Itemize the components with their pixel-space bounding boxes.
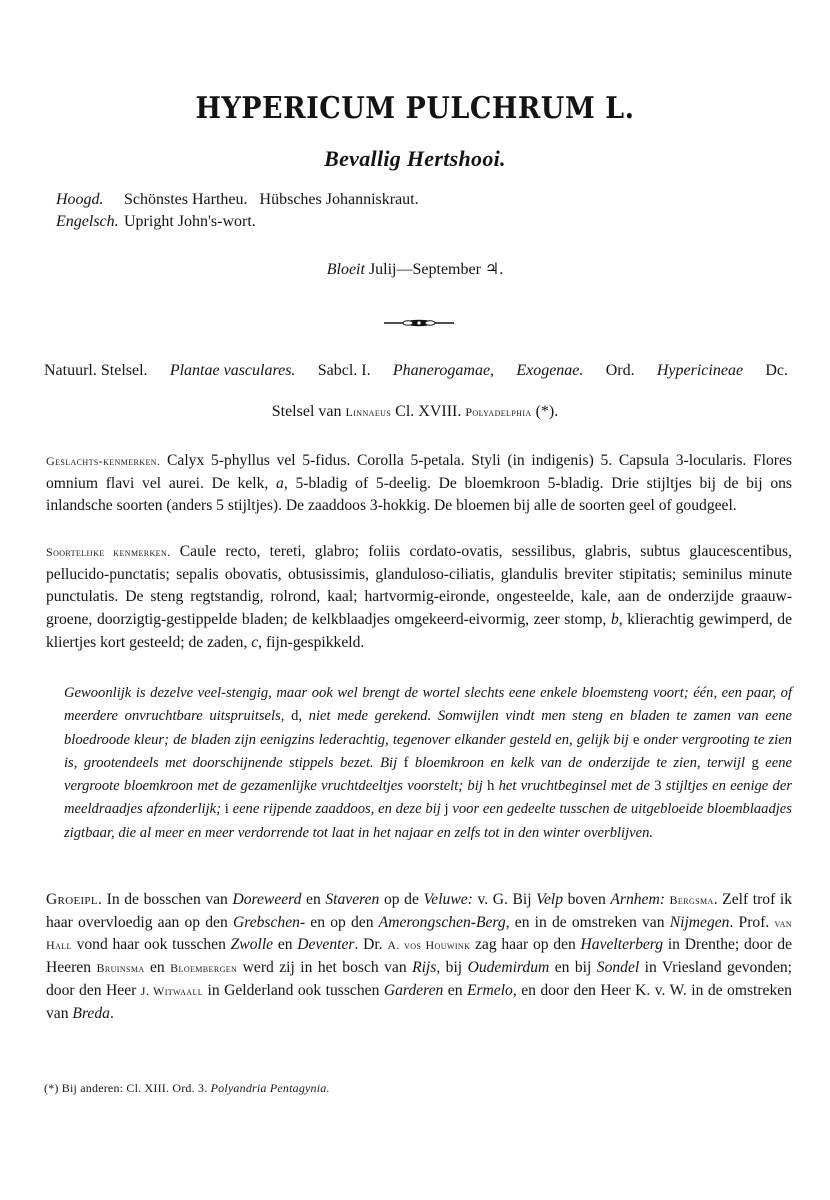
ord-label: Ord. bbox=[605, 362, 635, 379]
text-run: het vruchtbeginsel met de bbox=[494, 778, 655, 795]
natuurl-label: Natuurl. Stelsel. bbox=[44, 362, 148, 379]
text-run: , 5-bladig of 5-deelig. De bloemkroon 5-bladig. Drie stijltjes bij de bij ons inlandsche soorten (anders 5 stijltjes). De zaaddoos 3-hokkig. De bloemen bij alle de soorten geel of goudgeel. bbox=[46, 474, 792, 515]
text-run: e bbox=[632, 731, 640, 748]
text-run: werd zij in het bosch van bbox=[237, 959, 413, 977]
text-run: , en door den Heer K. v. W. in de omstreken van bbox=[46, 981, 792, 1022]
text-run: vond haar ook tusschen bbox=[71, 936, 231, 954]
text-run: 3 bbox=[654, 778, 662, 795]
text-run: Velp bbox=[536, 891, 564, 908]
bloei-label: Bloeit bbox=[326, 261, 365, 278]
text-run: In de bosschen van bbox=[102, 891, 233, 908]
common-names bbox=[56, 189, 419, 233]
text-run: j bbox=[444, 801, 449, 818]
text-run: a bbox=[276, 474, 284, 492]
genus-characteristics-paragraph bbox=[46, 450, 792, 518]
text-run: Groeipl. bbox=[46, 891, 103, 908]
text-run: Zwolle bbox=[230, 936, 274, 954]
text-run: Caule recto, tereti, glabro; foliis cordato-ovatis, sessilibus, glabris, subtus glaucescentibus, pellucido-punctatis; sepalis obovatis, obtusissimis, glanduloso-ciliatis, glandulis breviter stipitatis; seminilus minute punctulatis. De steng regtstandig, rolrond, kaal; hartvormig-eironde, ongesteelde, kale, aan de onderzijde graauw-groene, doorzigtig-gestippelde bladen; de kelkblaadjes omgekeerd-eivormig, zeer stomp, bbox=[46, 543, 792, 629]
text-run: b bbox=[610, 611, 619, 629]
text-run: onder vergrooting te zien is, grootendeels met doorschijnende stippels bezet. Bij bbox=[64, 731, 792, 771]
text-run: bloemkroon en kelk van de onderzijde te zien, terwijl bbox=[408, 754, 752, 771]
text-run: boven bbox=[563, 891, 611, 908]
text-run: . bbox=[109, 1004, 114, 1022]
text-run: en bbox=[301, 891, 326, 908]
text-run: Bruinsma bbox=[96, 961, 145, 976]
text-run: Garderen bbox=[383, 981, 444, 999]
text-run: f bbox=[403, 754, 409, 771]
polyadelphia-text: Polyadelphia bbox=[465, 405, 532, 419]
text-run: g bbox=[751, 754, 759, 771]
text-run: Deventer bbox=[297, 936, 355, 954]
text-run: c bbox=[251, 633, 259, 651]
stelsel-van-text: Stelsel van bbox=[271, 403, 342, 420]
linnaeus-name: Linnaeus bbox=[345, 405, 392, 419]
dc-text: Dc. bbox=[765, 362, 788, 379]
german-names: Schönstes Hartheu. Hübsches Johanniskraut. bbox=[124, 191, 419, 208]
text-run: Veluwe: bbox=[423, 891, 473, 908]
text-run: Sondel bbox=[596, 959, 640, 977]
phanerogamae-text: Phanerogamae, bbox=[392, 362, 495, 379]
footnote bbox=[44, 1081, 330, 1096]
text-run: Doreweerd bbox=[232, 891, 302, 908]
text-run: en op den bbox=[305, 913, 379, 931]
text-run: Ermelo bbox=[466, 981, 513, 999]
text-run: in Gelderland ook tusschen bbox=[203, 981, 384, 999]
text-run: v. G. Bij bbox=[472, 891, 537, 908]
order-name: Hypericineae bbox=[656, 362, 744, 379]
english-names-row bbox=[56, 211, 419, 233]
description-paragraph bbox=[64, 682, 792, 845]
text-run: Breda bbox=[72, 1004, 110, 1022]
text-run: , en in de omstreken van bbox=[505, 913, 670, 931]
text-run: en bbox=[144, 959, 171, 977]
text-run: i bbox=[224, 801, 229, 818]
text-run: Oudemirdum bbox=[467, 959, 550, 977]
text-run: eene rijpende zaaddoos, en deze bij bbox=[228, 801, 445, 818]
english-label: Engelsch. bbox=[56, 213, 119, 230]
text-run: zag haar op den bbox=[470, 936, 581, 954]
text-run: , niet mede gerekend. Somwijlen vindt men steng en bladen te zamen van eene bloedroode kleur; de bladen zijn eenigzins lederachtig, tegenover elkander gesteld en, gelijk bij bbox=[64, 708, 792, 748]
species-characteristics-paragraph bbox=[46, 541, 792, 655]
text-run: d bbox=[291, 708, 299, 725]
text-run: , bij bbox=[436, 959, 468, 977]
sabcl-text: Sabcl. I. bbox=[317, 362, 371, 379]
text-run: in Drenthe; door de Heeren bbox=[46, 936, 793, 977]
footnote-species: Polyandria Pentagynia. bbox=[210, 1081, 330, 1095]
text-run: en bbox=[273, 936, 298, 954]
text-run: op de bbox=[379, 891, 424, 908]
text-run: Havelterberg bbox=[580, 936, 664, 954]
plantae-text: Plantae vasculares. bbox=[169, 362, 296, 379]
text-run: eene vergroote bloemkroon met de gezamenlijke vruchtdeeltjes voorstelt; bij bbox=[64, 754, 792, 795]
footnote-ref: (*). bbox=[535, 403, 559, 420]
text-run: Rijs bbox=[412, 959, 437, 977]
text-run: , fijn-gespikkeld. bbox=[258, 633, 365, 651]
text-run: Bloembergen bbox=[170, 961, 238, 976]
english-names: Upright John's-wort. bbox=[124, 213, 256, 230]
text-run: en bbox=[443, 981, 467, 999]
text-run: , klierachtig gewimperd, de kliertjes kort gesteeld; de zaden, bbox=[46, 611, 792, 651]
habitat-paragraph bbox=[46, 889, 792, 1025]
text-run: van Hall bbox=[46, 915, 793, 953]
footnote-text: (*) Bij anderen: Cl. XIII. Ord. 3. bbox=[44, 1081, 208, 1095]
flowering-period bbox=[0, 259, 830, 279]
text-run: Soortelijke kenmerken. bbox=[46, 545, 171, 559]
text-run: . Dr. bbox=[354, 936, 388, 954]
text-run: Grebschen- bbox=[232, 913, 306, 931]
text-run: en bij bbox=[549, 959, 597, 977]
text-run: J. Witwaall bbox=[140, 983, 204, 998]
text-run: Calyx 5-phyllus vel 5-fidus. Corolla 5-petala. Styli (in indigenis) 5. Capsula 3-locularis. Flores omnium flavi vel aurei. De kelk, bbox=[46, 452, 792, 492]
ornament-divider-icon bbox=[384, 315, 454, 331]
text-run: h bbox=[487, 778, 495, 795]
text-run: Geslachts-kenmerken. bbox=[46, 454, 161, 468]
text-run: Gewoonlijk is dezelve veel-stengig, maar ook wel brengt de wortel slechts eene enkele bloemsteng voort; één, een paar, of meerdere onvruchtbare uitspruitsels, bbox=[64, 685, 792, 725]
text-run: . Zelf trof ik haar overvloedig aan op den bbox=[46, 891, 792, 931]
text-run: A. vos Houwink bbox=[387, 938, 471, 953]
class-text: Cl. XVIII. bbox=[395, 403, 462, 420]
natural-system-line bbox=[44, 362, 788, 380]
exogenae-text: Exogenae. bbox=[516, 362, 584, 379]
page-title: HYPERICUM PULCHRUM L. bbox=[195, 91, 635, 126]
page-subtitle: Bevallig Hertshooi. bbox=[324, 146, 506, 171]
text-run: stijltjes en eenige der meeldraadjes afzonderlijk; bbox=[64, 778, 792, 818]
text-run: Staveren bbox=[325, 891, 380, 908]
text-run: voor een gedeelte tusschen de uitgebloeide bloemblaadjes zigtbaar, die al meer en meer verdorrende tot laat in het najaar en zelfs tot in den winter overblijven. bbox=[64, 801, 792, 841]
linnaeus-system-line bbox=[0, 403, 830, 421]
text-run: Bergsma bbox=[669, 893, 714, 907]
text-run: Arnhem: bbox=[610, 891, 665, 908]
bloei-period: Julij—September bbox=[368, 261, 481, 278]
text-run: . Prof. bbox=[729, 913, 775, 931]
text-run: Nijmegen bbox=[669, 913, 730, 931]
german-label: Hoogd. bbox=[56, 191, 104, 208]
text-run: in Vriesland gevonden; door den Heer bbox=[46, 959, 792, 999]
german-names-row bbox=[56, 189, 419, 211]
perennial-symbol: ♃. bbox=[484, 261, 504, 278]
text-run: Amerongschen-Berg bbox=[378, 913, 506, 931]
